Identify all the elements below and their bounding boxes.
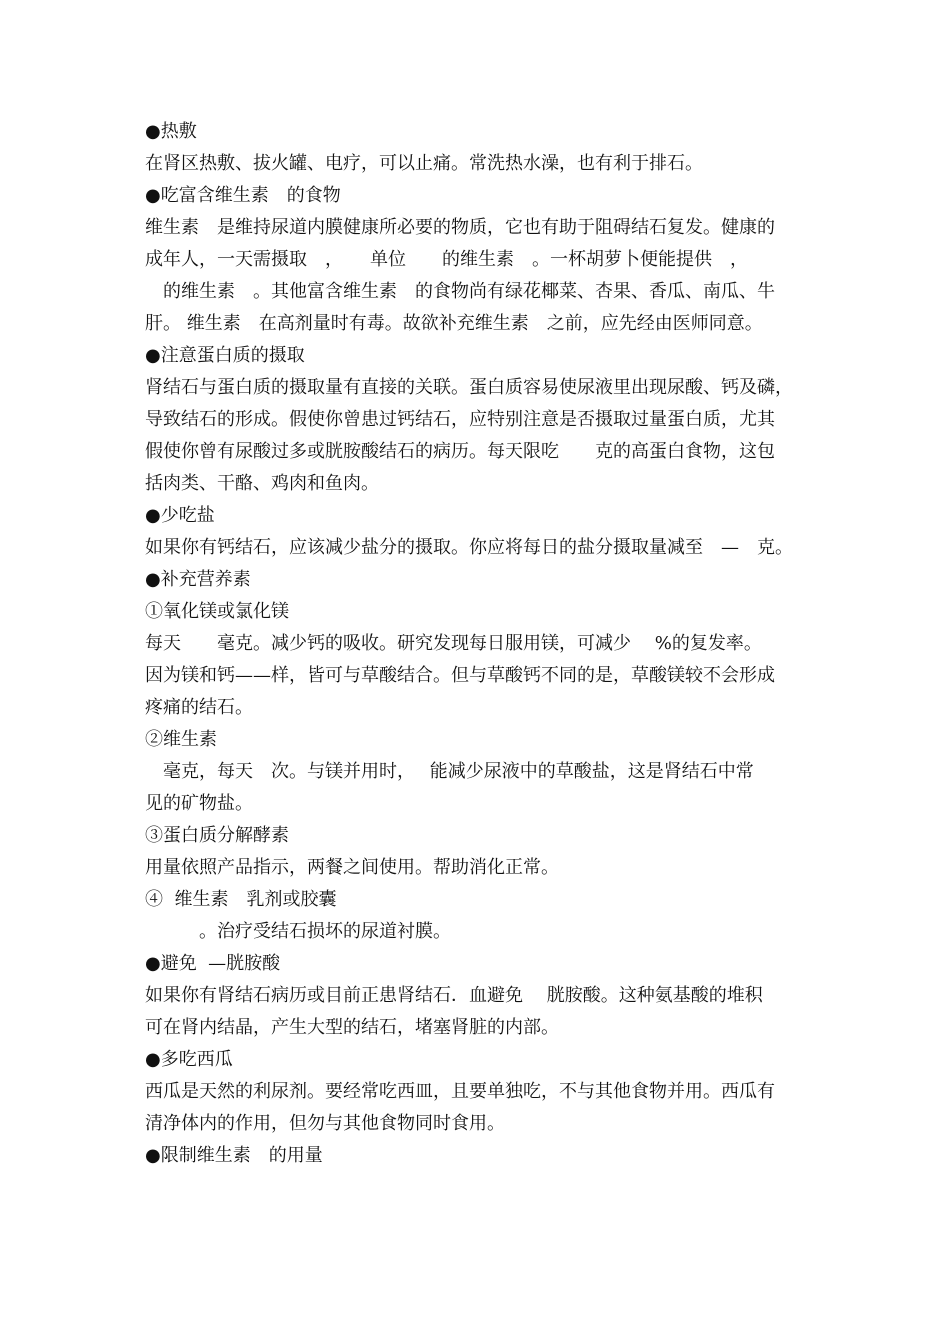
list-item-heading: ①氧化镁或氯化镁 (145, 601, 289, 622)
list-item-heading: ③蛋白质分解酵素 (145, 825, 289, 846)
section-heading-limit-vitamin: ●限制维生素 的用量 (145, 1145, 323, 1166)
paragraph-line: 如果你有钙结石，应该减少盐分的摄取。你应将每日的盐分摄取量减至 — 克。 (145, 537, 793, 558)
section-heading-watermelon: ●多吃西瓜 (145, 1049, 233, 1070)
paragraph-line: 每天 毫克。减少钙的吸收。研究发现每日服用镁，可减少 %的复发率。 (145, 633, 762, 654)
section-heading-hot-compress: ●热敷 (145, 121, 197, 142)
paragraph-line: 肾结石与蛋白质的摄取量有直接的关联。蛋白质容易使尿液里出现尿酸、钙及磷， (145, 377, 793, 398)
paragraph-line: 在肾区热敷、拔火罐、电疗，可以止痛。常洗热水澡，也有利于排石。 (145, 153, 703, 174)
paragraph-line: 毫克，每天 次。与镁并用时， 能减少尿液中的草酸盐，这是肾结石中常 (145, 761, 754, 782)
document-body (145, 116, 815, 1172)
paragraph-line: 的维生素 。其他富含维生素 的食物尚有绿花椰菜、杏果、香瓜、南瓜、牛 (145, 281, 775, 302)
paragraph-line: 西瓜是天然的利尿剂。要经常吃西皿，且要单独吃，不与其他食物并用。西瓜有 (145, 1081, 775, 1102)
paragraph-line: 。治疗受结石损坏的尿道衬膜。 (145, 921, 451, 942)
paragraph-line: 假使你曾有尿酸过多或胱胺酸结石的病历。每天限吃 克的高蛋白食物，这包 (145, 441, 775, 462)
paragraph-line: 清净体内的作用，但勿与其他食物同时食用。 (145, 1113, 505, 1134)
paragraph-line: 括肉类、干酪、鸡肉和鱼肉。 (145, 473, 379, 494)
section-heading-less-salt: ●少吃盐 (145, 505, 215, 526)
list-item-heading: ②维生素 (145, 729, 217, 750)
section-heading-avoid-cystine: ●避免 —胱胺酸 (145, 953, 281, 974)
section-heading-vitamin-foods: ●吃富含维生素 的食物 (145, 185, 341, 206)
list-item-heading: ④ 维生素 乳剂或胶囊 (145, 889, 337, 910)
paragraph-line: 肝。 维生素 在高剂量时有毒。故欲补充维生素 之前，应先经由医师同意。 (145, 313, 763, 334)
paragraph-line: 用量依照产品指示，两餐之间使用。帮助消化正常。 (145, 857, 559, 878)
paragraph-line: 疼痛的结石。 (145, 697, 253, 718)
paragraph-line: 见的矿物盐。 (145, 793, 253, 814)
paragraph-line: 可在肾内结晶，产生大型的结石，堵塞肾脏的内部。 (145, 1017, 559, 1038)
paragraph-line: 维生素 是维持尿道内膜健康所必要的物质，它也有助于阻碍结石复发。健康的 (145, 217, 775, 238)
paragraph-line: 成年人，一天需摄取 ， 单位 的维生素 。一杯胡萝卜便能提供 ， (145, 249, 748, 270)
section-heading-protein-intake: ●注意蛋白质的摄取 (145, 345, 305, 366)
paragraph-line: 如果你有肾结石病历或目前正患肾结石．血避免 胱胺酸。这种氨基酸的堆积 (145, 985, 763, 1006)
section-heading-supplements: ●补充营养素 (145, 569, 251, 590)
paragraph-line: 导致结石的形成。假使你曾患过钙结石，应特别注意是否摄取过量蛋白质，尤其 (145, 409, 775, 430)
paragraph-line: 因为镁和钙——样，皆可与草酸结合。但与草酸钙不同的是，草酸镁较不会形成 (145, 665, 775, 686)
